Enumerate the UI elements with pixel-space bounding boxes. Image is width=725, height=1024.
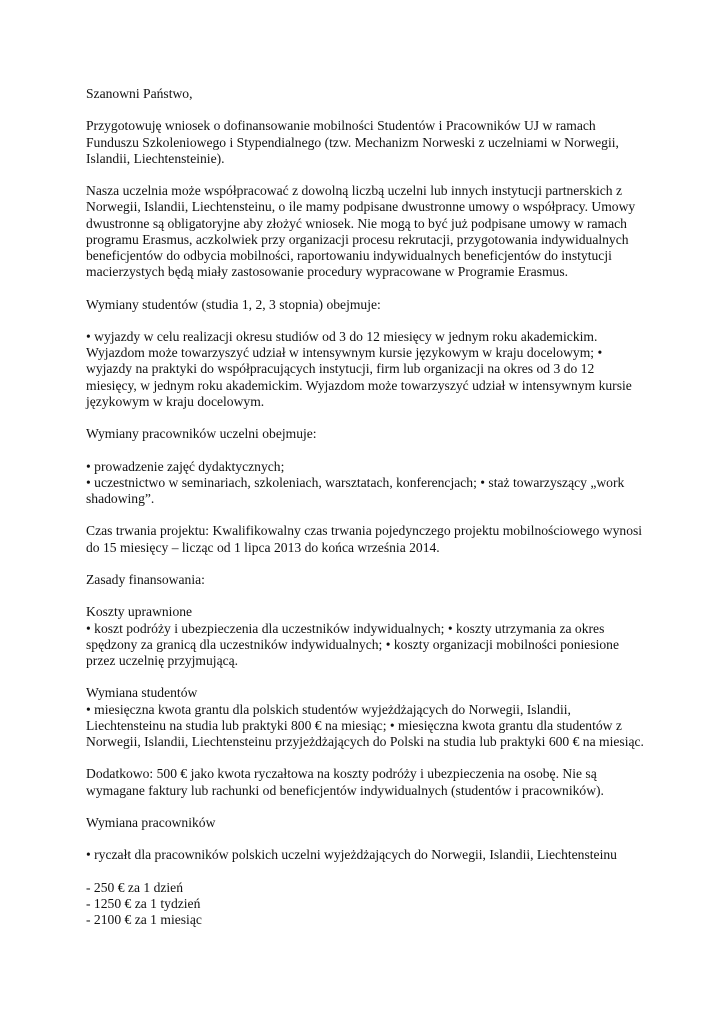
letter-document	[86, 86, 646, 928]
staff-item-training: • uczestnictwo w seminariach, szkoleniach, warsztatach, konferencjach; • staż towarzyszący „work shadowing”.	[86, 474, 625, 506]
staff-item-teaching: • prowadzenie zajęć dydaktycznych;	[86, 458, 285, 474]
students-heading: Wymiany studentów (studia 1, 2, 3 stopnia) obejmuje:	[86, 296, 381, 312]
intro-paragraph: Przygotowuję wniosek o dofinansowanie mobilności Studentów i Pracowników UJ w ramach Funduszu Szkoleniowego i Stypendialnego (tzw. Mechanizm Norweski z uczelniami w Norwegii, Islandii, Liechtensteinie).	[86, 118, 619, 166]
students-body: • wyjazdy w celu realizacji okresu studiów od 3 do 12 miesięcy w jednym roku akademickim. Wyjazdom może towarzyszyć udział w intensywnym kursie językowym w kraju docelowym; • wyjazdy na praktyki do współpracujących instytucji, firm lub organizacji na okres od 3 do 12 miesięcy, w jednym roku akademickim. Wyjazdom może towarzyszyć udział w intensywnym kursie językowym w kraju docelowym.	[86, 328, 632, 409]
staff-heading: Wymiany pracowników uczelni obejmuje:	[86, 426, 317, 442]
rate-month: - 2100 € za 1 miesiąc	[86, 912, 202, 928]
additional-paragraph: Dodatkowo: 500 € jako kwota ryczałtowa na koszty podróży i ubezpieczenia na osobę. Nie są wymagane faktury lub rachunki od beneficjentów indywidualnych (studentów i pracowników).	[86, 766, 604, 798]
rate-day: - 250 € za 1 dzień	[86, 879, 184, 895]
funding-heading: Zasady finansowania:	[86, 571, 205, 587]
greeting: Szanowni Państwo,	[86, 86, 193, 101]
eligible-costs-heading: Koszty uprawnione	[86, 604, 193, 620]
student-exchange-heading: Wymiana studentów	[86, 685, 198, 701]
rate-week: - 1250 € za 1 tydzień	[86, 895, 201, 911]
student-exchange-body: • miesięczna kwota grantu dla polskich studentów wyjeżdżających do Norwegii, Islandii, Liechtensteinu na studia lub praktyki 800 € na miesiąc; • miesięczna kwota grantu dla studentów z Norwegii, Islandii, Liechtensteinu przyjeżdżających do Polski na studia lub praktyki 600 € na miesiąc.	[86, 701, 644, 749]
duration-paragraph: Czas trwania projektu: Kwalifikowalny czas trwania pojedynczego projektu mobilnościowego wynosi do 15 miesięcy – licząc od 1 lipca 2013 do końca września 2014.	[86, 523, 643, 555]
staff-exchange-body: • ryczałt dla pracowników polskich uczelni wyjeżdżających do Norwegii, Islandii, Liechtensteinu	[86, 847, 617, 863]
eligible-costs-body: • koszt podróży i ubezpieczenia dla uczestników indywidualnych; • koszty utrzymania za okres spędzony za granicą dla uczestników indywidualnych; • koszty organizacji mobilności poniesione przez uczelnię przyjmującą.	[86, 620, 620, 668]
partnership-paragraph: Nasza uczelnia może współpracować z dowolną liczbą uczelni lub innych instytucji partnerskich z Norwegii, Islandii, Liechtensteinu, o ile mamy podpisane dwustronne umowy o współpracy. Umowy dwustronne są obligatoryjne aby złożyć wniosek. Nie mogą to być już podpisane umowy w ramach programu Erasmus, aczkolwiek przy organizacji procesu rekrutacji, przygotowania indywidualnych beneficjentów do odbycia mobilności, raportowaniu indywidualnych beneficjentów do instytucji macierzystych będą miały zastosowanie procedury wypracowane w Programie Erasmus.	[86, 183, 636, 280]
staff-exchange-heading: Wymiana pracowników	[86, 814, 216, 830]
